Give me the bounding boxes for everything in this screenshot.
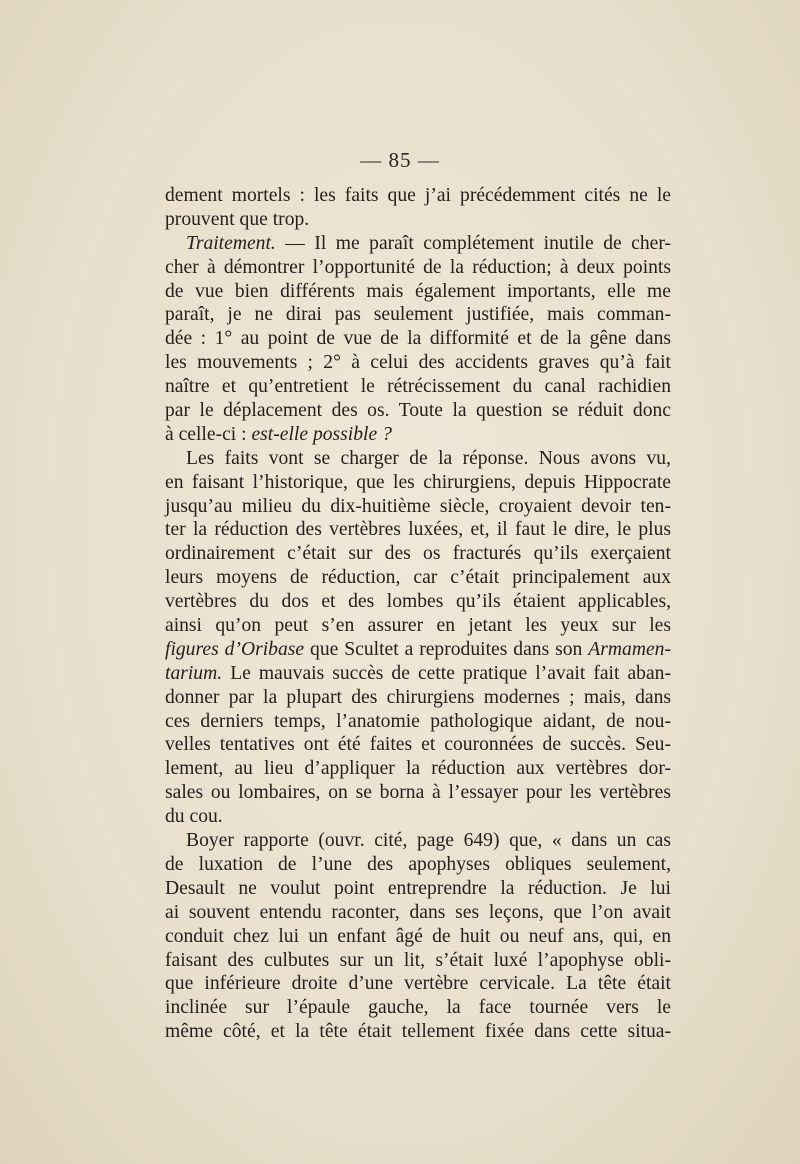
text-segment: que inférieure droite d’une vertèbre cervicale. La tête était xyxy=(165,973,671,995)
text-segment: Desault ne voulut point entreprendre la réduction. Je lui xyxy=(165,877,671,899)
text-line xyxy=(165,877,671,901)
text-line xyxy=(165,280,671,304)
text-segment: les mouvements ; 2° à celui des accidents graves qu’à fait xyxy=(165,352,671,374)
text-line xyxy=(165,996,671,1020)
text-line xyxy=(165,184,671,208)
text-segment: sales ou lombaires, on se borna à l’essayer pour les vertèbres xyxy=(165,782,671,804)
italic-text: est-elle possible ? xyxy=(251,423,392,445)
text-line xyxy=(165,232,671,256)
text-segment: cher à démontrer l’opportunité de la réduction; à deux points xyxy=(165,256,671,278)
text-segment: dée : 1° au point de vue de la difformité et de la gêne dans xyxy=(165,328,671,350)
text-line xyxy=(165,256,671,280)
text-segment: dement mortels : les faits que j’ai précédemment cités ne le xyxy=(165,185,671,206)
text-line xyxy=(165,1020,671,1044)
text-segment: ai souvent entendu raconter, dans ses leçons, que l’on avait xyxy=(165,901,671,923)
text-line xyxy=(165,781,671,805)
text-segment: Boyer rapporte (ouvr. cité, page 649) que, « dans un cas xyxy=(186,830,671,852)
italic-text: tarium. xyxy=(165,662,223,684)
text-segment: de luxation de l’une des apophyses obliques seulement, xyxy=(165,853,671,875)
text-line xyxy=(165,542,671,566)
text-segment: conduit chez lui un enfant âgé de huit ou neuf ans, qui, en xyxy=(165,925,671,947)
text-segment: ter la réduction des vertèbres luxées, et, il faut le dire, le plus xyxy=(165,519,671,541)
text-line xyxy=(165,901,671,925)
text-segment: — Il me paraît complétement inutile de cher- xyxy=(275,232,671,254)
text-line xyxy=(165,375,671,399)
text-line xyxy=(165,829,671,853)
text-segment: par le déplacement des os. Toute la question se réduit donc xyxy=(165,400,671,422)
text-line xyxy=(165,662,671,686)
text-segment: à celle-ci : xyxy=(165,423,252,445)
text-segment: même côté, et la tête était tellement fixée dans cette situa- xyxy=(165,1021,671,1043)
italic-text: Armamen- xyxy=(588,638,671,660)
text-segment: jusqu’au milieu du dix-huitième siècle, croyaient devoir ten- xyxy=(165,495,671,517)
text-line xyxy=(165,972,671,996)
text-segment: ordinairement c’était sur des os fracturés qu’ils exerçaient xyxy=(165,543,671,565)
text-line xyxy=(165,423,671,447)
text-line xyxy=(165,925,671,949)
text-segment: en faisant l’historique, que les chirurgiens, depuis Hippocrate xyxy=(165,471,671,493)
text-segment: donner par la plupart des chirurgiens modernes ; mais, dans xyxy=(165,686,671,708)
text-line xyxy=(165,949,671,973)
text-line xyxy=(165,638,671,662)
italic-text: Traitement. xyxy=(186,232,276,254)
text-line xyxy=(165,566,671,590)
text-line xyxy=(165,447,671,471)
text-segment: lement, au lieu d’appliquer la réduction aux vertèbres dor- xyxy=(165,758,671,780)
text-segment: que Scultet a reproduites dans son xyxy=(304,638,589,660)
text-segment: de vue bien différents mais également importants, elle me xyxy=(165,280,671,302)
text-segment: velles tentatives ont été faites et couronnées de succès. Seu- xyxy=(165,734,671,756)
text-segment: vertèbres du dos et des lombes qu’ils étaient applicables, xyxy=(165,591,671,613)
text-segment: naître et qu’entretient le rétrécissement du canal rachidien xyxy=(165,376,671,398)
text-line xyxy=(165,853,671,877)
text-segment: ainsi qu’on peut s’en assurer en jetant les yeux sur les xyxy=(165,615,671,637)
text-segment: prouvent que trop. xyxy=(165,208,310,230)
text-segment: faisant des culbutes sur un lit, s’était luxé l’apophyse obli- xyxy=(165,949,671,971)
text-segment: ces derniers temps, l’anatomie pathologique aidant, de nou- xyxy=(165,710,671,732)
text-line xyxy=(165,495,671,519)
text-segment: paraît, je ne dirai pas seulement justifiée, mais comman- xyxy=(165,304,671,326)
text-segment: du cou. xyxy=(165,806,223,828)
text-line xyxy=(165,614,671,638)
page-number: — 85 — xyxy=(360,148,440,172)
text-line xyxy=(165,757,671,781)
text-segment: leurs moyens de réduction, car c’était principalement aux xyxy=(165,567,671,589)
text-segment: inclinée sur l’épaule gauche, la face tournée vers le xyxy=(165,997,671,1019)
text-line xyxy=(165,399,671,423)
italic-text: figures d’Oribase xyxy=(165,638,305,660)
text-segment: Les faits vont se charger de la réponse. Nous avons vu, xyxy=(186,447,671,469)
text-line xyxy=(165,471,671,495)
text-line xyxy=(165,303,671,327)
text-line xyxy=(165,327,671,351)
body-text xyxy=(165,184,671,1044)
text-line xyxy=(165,208,671,232)
text-segment: Le mauvais succès de cette pratique l’avait fait aban- xyxy=(222,662,671,684)
text-line xyxy=(165,590,671,614)
text-line xyxy=(165,805,671,829)
text-line xyxy=(165,733,671,757)
text-line xyxy=(165,686,671,710)
text-line xyxy=(165,518,671,542)
text-line xyxy=(165,710,671,734)
text-line xyxy=(165,351,671,375)
